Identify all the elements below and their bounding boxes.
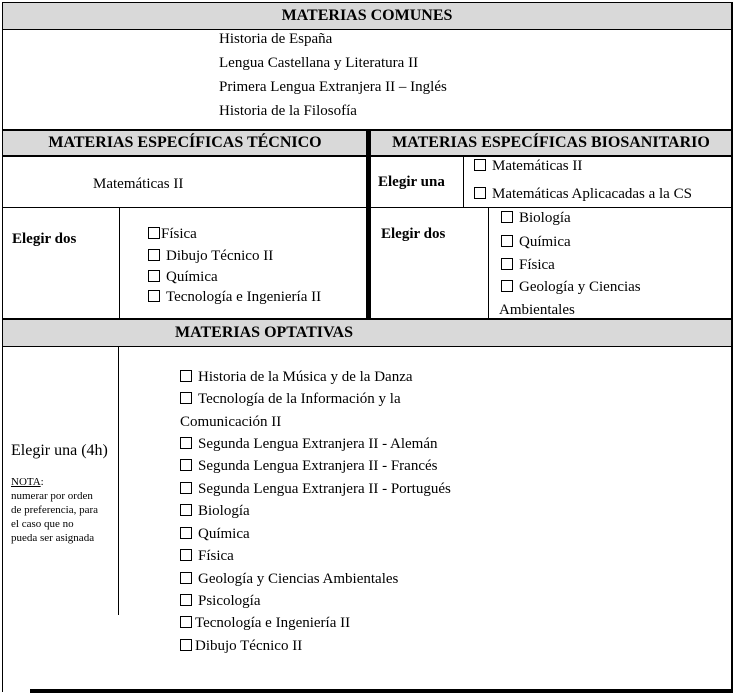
option-label: Física [161,226,197,242]
checkbox-icon [474,187,486,199]
border-left [2,2,3,692]
option-label: Matemáticas Aplicacadas a la CS [492,186,692,202]
checkbox-icon [180,549,192,561]
checkbox-icon [180,527,192,539]
border-right [731,2,733,692]
rule [2,207,368,208]
optativa-option[interactable] [180,391,401,408]
cell-divider [488,207,489,318]
checkbox-icon [180,572,192,584]
tecnico-option[interactable] [148,226,197,243]
checkbox-icon [180,639,192,651]
optativas-header [3,320,731,346]
tecnico-title: MATERIAS ESPECÍFICAS TÉCNICO [48,134,322,151]
optativas-choose-label: Elegir una (4h) [11,442,108,459]
checkbox-icon [148,249,160,261]
option-label: Biología [198,503,250,519]
tecnico-choose-label: Elegir dos [12,231,77,247]
tecnico-header [3,131,367,155]
option-label: Geología y Ciencias Ambientales [198,571,399,587]
optativa-option[interactable] [180,436,438,453]
optativa-option[interactable] [180,615,350,632]
rule [2,318,733,320]
checkbox-icon [180,594,192,606]
nota-line: el caso que no [11,518,74,530]
comunes-item: Historia de la Filosofía [219,103,357,119]
optativa-option[interactable] [180,369,413,386]
bio-choose-two-label: Elegir dos [381,226,446,242]
border-bottom [30,689,733,693]
option-label: Química [198,526,250,542]
nota-heading [11,476,44,488]
option-label: Química [519,234,571,250]
optativa-option-cont: Comunicación II [180,414,282,430]
comunes-item: Primera Lengua Extranjera II – Inglés [219,79,447,95]
nota-line: numerar por orden [11,490,93,502]
rule [369,207,733,208]
optativa-option[interactable] [180,503,250,520]
optativa-option[interactable] [180,526,250,543]
comunes-title: MATERIAS COMUNES [281,7,453,24]
checkbox-icon [148,227,160,239]
option-label: Tecnología e Ingeniería II [166,289,322,305]
comunes-header [3,3,731,29]
checkbox-icon [501,258,513,270]
nota-label: NOTA [11,476,41,488]
bio-choose-two-option-cont: Ambientales [499,302,575,318]
bio-choose-one-label: Elegir una [378,174,445,190]
bio-choose-one-option[interactable] [474,186,692,203]
tecnico-option[interactable] [148,289,321,306]
rule [2,346,733,347]
comunes-item: Lengua Castellana y Literatura II [219,55,419,71]
checkbox-icon [180,392,192,404]
checkbox-icon [148,290,160,302]
option-label: Historia de la Música y de la Danza [198,369,413,385]
checkbox-icon [501,211,513,223]
option-label: Segunda Lengua Extranjera II - Portugués [198,481,451,497]
cell-divider [463,157,464,208]
tecnico-fixed-subject: Matemáticas II [93,176,184,192]
checkbox-icon [148,270,160,282]
option-label: Psicología [198,593,261,609]
checkbox-icon [180,504,192,516]
optativa-option[interactable] [180,638,302,655]
rule [2,29,733,30]
optativa-option[interactable] [180,548,234,565]
option-label: Dibujo Técnico II [195,638,303,654]
option-label: Biología [519,210,571,226]
biosanitario-header [371,131,731,155]
checkbox-icon [180,437,192,449]
optativas-title: MATERIAS OPTATIVAS [175,324,353,341]
optativa-option[interactable] [180,481,451,498]
bio-choose-two-option[interactable] [501,210,571,227]
option-label: Física [198,548,234,564]
optativa-option[interactable] [180,593,261,610]
option-label: Dibujo Técnico II [166,248,274,264]
column-divider [366,131,371,318]
nota-colon: : [40,476,44,488]
checkbox-icon [180,370,192,382]
option-label: Segunda Lengua Extranjera II - Alemán [198,436,438,452]
checkbox-icon [180,616,192,628]
option-label: Tecnología e Ingeniería II [195,615,351,631]
optativa-option[interactable] [180,571,398,588]
checkbox-icon [180,459,192,471]
comunes-item: Historia de España [219,31,333,47]
bio-choose-two-option[interactable] [501,279,641,296]
cell-divider [119,207,120,318]
bio-choose-two-option[interactable] [501,257,555,274]
nota-line: pueda ser asignada [11,532,95,544]
checkbox-icon [180,482,192,494]
tecnico-option[interactable] [148,269,218,286]
optativa-option[interactable] [180,458,437,475]
option-label: Tecnología de la Información y la [198,391,401,407]
cell-divider [118,347,119,615]
tecnico-option[interactable] [148,248,273,265]
option-label: Física [519,257,555,273]
option-label: Química [166,269,218,285]
checkbox-icon [474,159,486,171]
nota-line: de preferencia, para [11,504,99,516]
biosanitario-title: MATERIAS ESPECÍFICAS BIOSANITARIO [392,134,710,151]
option-label: Matemáticas II [492,158,583,174]
bio-choose-two-option[interactable] [501,234,571,251]
bio-choose-one-option[interactable] [474,158,582,175]
border-top [2,2,733,3]
checkbox-icon [501,235,513,247]
option-label: Segunda Lengua Extranjera II - Francés [198,458,438,474]
option-label: Geología y Ciencias [519,279,641,295]
checkbox-icon [501,280,513,292]
